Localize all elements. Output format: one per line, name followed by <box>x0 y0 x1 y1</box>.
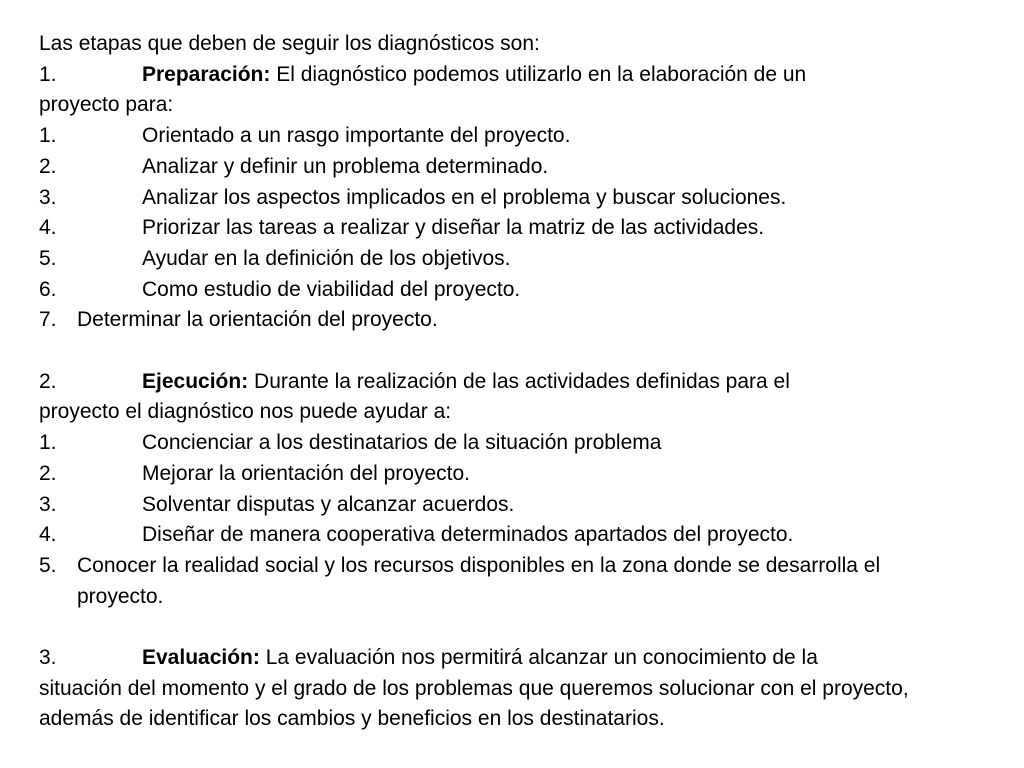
list-item-number: 3. <box>39 185 57 209</box>
list-item <box>39 275 999 306</box>
list-item-text: Mejorar la orientación del proyecto. <box>142 461 471 485</box>
list-item <box>39 428 999 459</box>
list-item-text: Analizar los aspectos implicados en el problema y buscar soluciones. <box>142 185 787 209</box>
section-title: Ejecución: <box>142 369 249 393</box>
section-number: 3. <box>39 646 57 670</box>
section-text: Durante la realización de las actividades definidas para el <box>254 369 790 393</box>
list-item <box>39 551 999 612</box>
list-item-number: 2. <box>39 461 57 485</box>
section-text-continuation: situación del momento y el grado de los problemas que queremos solucionar con el proyecto, además de identificar los cambios y beneficios en los destinatarios. <box>39 676 909 731</box>
list-item <box>39 305 999 336</box>
list-item-number: 2. <box>39 154 57 178</box>
list-item-text: Como estudio de viabilidad del proyecto. <box>142 277 521 301</box>
section-text-continuation: proyecto el diagnóstico nos puede ayudar a: <box>39 400 452 424</box>
list-item-text: Conocer la realidad social y los recursos disponibles en la zona donde se desarrolla el proyecto. <box>77 553 881 608</box>
list-item <box>39 520 999 551</box>
list-item <box>39 152 999 183</box>
list-item <box>39 121 999 152</box>
list-item-number: 3. <box>39 492 57 516</box>
list-item-number: 7. <box>39 308 57 332</box>
section-title: Evaluación: <box>142 646 260 670</box>
list-item-text: Solventar disputas y alcanzar acuerdos. <box>142 492 515 516</box>
list-item-number: 1. <box>39 431 57 455</box>
list-item-number: 4. <box>39 523 57 547</box>
section-heading-preparacion <box>39 60 999 91</box>
list-item <box>39 213 999 244</box>
document-body <box>39 29 999 735</box>
list-item-number: 6. <box>39 277 57 301</box>
section-heading-text <box>142 60 806 91</box>
spacer <box>39 336 999 367</box>
list-item-text: Orientado a un rasgo importante del proyecto. <box>142 124 571 148</box>
spacer <box>39 612 999 643</box>
list-item <box>39 244 999 275</box>
list-item-number: 1. <box>39 124 57 148</box>
list-item-text: Ayudar en la definición de los objetivos. <box>142 246 511 270</box>
list-item-number: 5. <box>39 246 57 270</box>
list-item-text: Diseñar de manera cooperativa determinados apartados del proyecto. <box>142 523 794 547</box>
list-item-number: 4. <box>39 216 57 240</box>
intro-line: Las etapas que deben de seguir los diagnósticos son: <box>39 32 540 55</box>
section-title: Preparación: <box>142 62 271 86</box>
section-number: 1. <box>39 62 57 86</box>
list-item-text: Concienciar a los destinatarios de la situación problema <box>142 431 662 455</box>
list-item <box>39 183 999 214</box>
section-heading-text <box>142 367 790 398</box>
list-item <box>39 459 999 490</box>
list-item-number: 5. <box>39 553 57 577</box>
list-item-text: Priorizar las tareas a realizar y diseñar la matriz de las actividades. <box>142 216 765 240</box>
section-heading-evaluacion <box>39 643 999 674</box>
section-text: El diagnóstico podemos utilizarlo en la elaboración de un <box>276 62 807 86</box>
list-item-text: Determinar la orientación del proyecto. <box>77 308 438 332</box>
section-heading-ejecucion <box>39 367 999 398</box>
list-item-text: Analizar y definir un problema determinado. <box>142 154 549 178</box>
section-number: 2. <box>39 369 57 393</box>
list-item <box>39 490 999 521</box>
section-text-continuation: proyecto para: <box>39 93 174 117</box>
section-heading-text <box>142 643 818 674</box>
section-text: La evaluación nos permitirá alcanzar un conocimiento de la <box>265 646 818 670</box>
